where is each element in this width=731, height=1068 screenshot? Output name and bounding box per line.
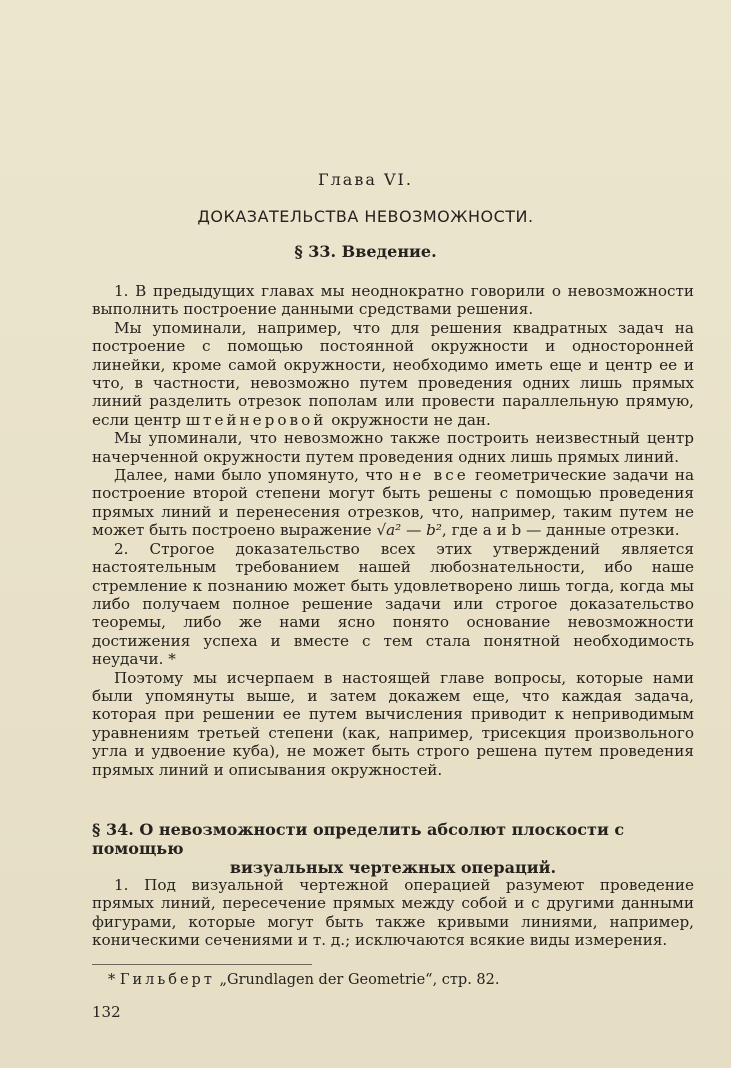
- paragraph-2-text-c: окружности не дан.: [331, 410, 491, 429]
- paragraph-2: [92, 319, 694, 429]
- section-33-heading: § 33. Введение.: [294, 242, 437, 261]
- footnote-author: Гильберт: [119, 972, 215, 988]
- chapter-number: Глава VI.: [318, 170, 413, 189]
- footnote-marker: *: [108, 972, 116, 988]
- chapter-title: ДОКАЗАТЕЛЬСТВА НЕВОЗМОЖНОСТИ.: [197, 207, 534, 226]
- paragraph-4-text-c: геометрические задачи на построение второй степени могут быть решены с помощью проведения прямых линий и перенесения отрезков, что, например, таким путем не может быть построено выражение: [92, 466, 695, 540]
- footnote-divider: [92, 964, 312, 965]
- paragraph-4-text-d: , где a и b — данные отрезки.: [441, 521, 680, 540]
- footnote-text: „Grundlagen der Geometrie“, стр. 82.: [219, 972, 500, 988]
- section-34-paragraph-1: 1. Под визуальной чертежной операцией разумеют проведение прямых линий, пересечение прямых между собой и с другими данными фигурами, которые могут быть также кривыми линиями, например, коническими сечениями и т. д.; исключаются всякие виды измерения.: [92, 876, 694, 950]
- page-number: 132: [92, 1003, 121, 1021]
- not-all-term: не все: [399, 466, 469, 485]
- paragraph-5: 2. Строгое доказательство всех этих утверждений является настоятельным требованием нашей любознательности, ибо наше стремление к познанию может быть удовлетворено лишь тогда, когда мы либо получаем полное решение задачи или строгое доказательство теоремы, либо же нами ясно понято основание невозможности достижения успеха и вместе с тем стала понятной необходимость неудачи. *: [92, 539, 694, 669]
- section-34-heading-line2: визуальных чертежных операций.: [229, 858, 557, 877]
- footnote: [108, 972, 500, 988]
- paragraph-4-text-a: Далее, нами было упомянуто, что: [114, 466, 393, 485]
- sqrt-expression: √a² — b²: [376, 521, 442, 540]
- steiner-term: штейнеровой: [185, 410, 327, 429]
- section-33-body: [92, 282, 694, 779]
- paragraph-4: [92, 466, 694, 540]
- paragraph-1: 1. В предыдущих главах мы неоднократно говорили о невозможности выполнить построение данными средствами решения.: [92, 282, 694, 319]
- paragraph-6: Поэтому мы исчерпаем в настоящей главе вопросы, которые нами были упомянуты выше, и затем докажем еще, что каждая задача, которая при решении ее путем вычисления приводит к неприводимым уравнениям третьей степени (как, например, трисекция произвольного угла и удвоение куба), не может быть строго решена путем проведения прямых линий и описывания окружностей.: [92, 668, 694, 779]
- paragraph-3: Мы упоминали, что невозможно также построить неизвестный центр начерченной окружности путем проведения одних лишь прямых линий.: [92, 429, 694, 466]
- paragraph-2-text-a: Мы упоминали, например, что для решения квадратных задач на построение с помощью постоянной окружности и односторонней линейки, кроме самой окружности, необходимо иметь еще и центр ее и что, в частности, невозможно путем проведения одних лишь прямых линий разделить отрезок пополам или провести параллельную прямую, если центр: [92, 318, 694, 429]
- section-34-heading-line1: § 34. О невозможности определить абсолют плоскости с помощью: [92, 820, 625, 858]
- section-34-heading: [92, 820, 694, 877]
- section-34-body: [92, 876, 694, 950]
